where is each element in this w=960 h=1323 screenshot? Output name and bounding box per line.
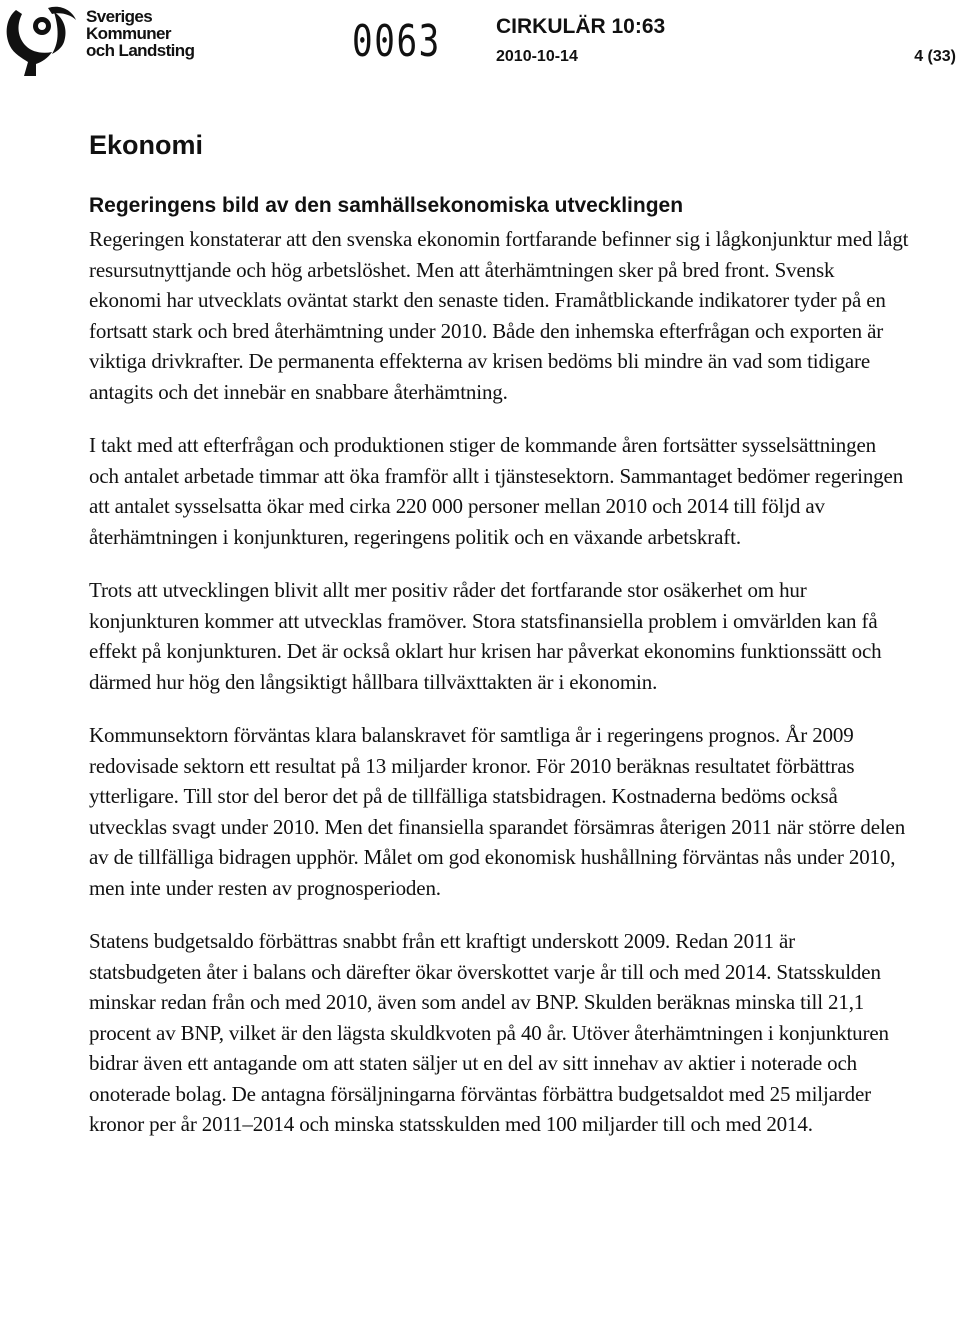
- skl-logo-icon: [2, 4, 82, 78]
- page-header: [0, 0, 960, 80]
- org-line-2: Kommuner: [86, 24, 171, 43]
- paragraph-5: Statens budgetsaldo förbättras snabbt från ett kraftigt underskott 2009. Redan 2011 är statsbudgeten åter i balans och därefter ökar överskottet varje år till och med 2014. Statsskulden minskar redan från och med 2010, även som andel av BNP. Skulden beräknas minska till 21,1 procent av BNP, vilket är den lägsta skuldkvoten på 40 år. Utöver återhämtningen i konjunkturen bidrar även ett antagande om att staten säljer ut en del av sitt innehav av aktier i noterade och onoterade bolag. De antagna försäljningarna förväntas förbättra budgetsaldot med 25 miljarder kronor per år 2011–2014 och minska statsskulden med 100 miljarder till och med 2014.: [89, 929, 889, 1136]
- document-stamp: 0063: [352, 16, 441, 67]
- subheading: Regeringens bild av den samhällsekonomiska utvecklingen: [89, 194, 684, 217]
- page-number: 4 (33): [914, 48, 956, 65]
- organization-name: [86, 8, 194, 59]
- document-body: [89, 128, 909, 1163]
- paragraph-2: I takt med att efterfrågan och produktionen stiger de kommande åren fortsätter sysselsättningen och antalet arbetade timmar att öka framför allt i tjänstesektorn. Sammantaget bedömer regeringen att antalet sysselsatta ökar med cirka 220 000 personer mellan 2010 och 2014 till följd av återhämtningen i konjunkturen, regeringens politik och en växande arbetskraft.: [89, 433, 904, 549]
- paragraph-1: Regeringen konstaterar att den svenska ekonomin fortfarande befinner sig i lågkonjunktur med lågt resursutnyttjande och hög arbetslöshet. Men att återhämtningen sker på bred front. Svensk ekonomi har utvecklats oväntat starkt den senaste tiden. Framåtblickande indikatorer tyder på en fortsatt stark och bred återhämtning under 2010. Både den inhemska efterfrågan och exporten är viktiga drivkrafter. De permanenta effekterna av krisen bedöms bli mindre än vad som tidigare antagits och det innebär en snabbare återhämtning.: [89, 227, 909, 404]
- paragraph-4: Kommunsektorn förväntas klara balanskravet för samtliga år i regeringens prognos. År 2009 redovisade sektorn ett resultat på 13 miljarder kronor. För 2010 beräknas resultatet förbättras ytterligare. Till stor del beror det på de tillfälliga statsbidragen. Kostnaderna bedöms också utvecklas svagt under 2010. Men det finansiella sparandet försämras återigen 2011 när större delen av de tillfälliga bidragen upphör. Målet om god ekonomisk hushållning förväntas nås under 2010, men inte under resten av prognosperioden.: [89, 723, 906, 900]
- circular-title: CIRKULÄR 10:63: [496, 15, 666, 38]
- section-title: Ekonomi: [89, 130, 204, 160]
- org-line-3: och Landsting: [86, 41, 195, 60]
- org-line-1: Sveriges: [86, 7, 153, 26]
- circular-date: 2010-10-14: [496, 48, 578, 65]
- paragraph-3: Trots att utvecklingen blivit allt mer positiv råder det fortfarande stor osäkerhet om hur konjunkturen kommer att utvecklas framöver. Stora statsfinansiella problem i omvärlden kan få effekt på konjunkturen. Det är också oklart hur krisen har påverkat ekonomins funktionssätt och därmed hur hög den långsiktigt hållbara tillväxttakten är i ekonomin.: [89, 578, 882, 694]
